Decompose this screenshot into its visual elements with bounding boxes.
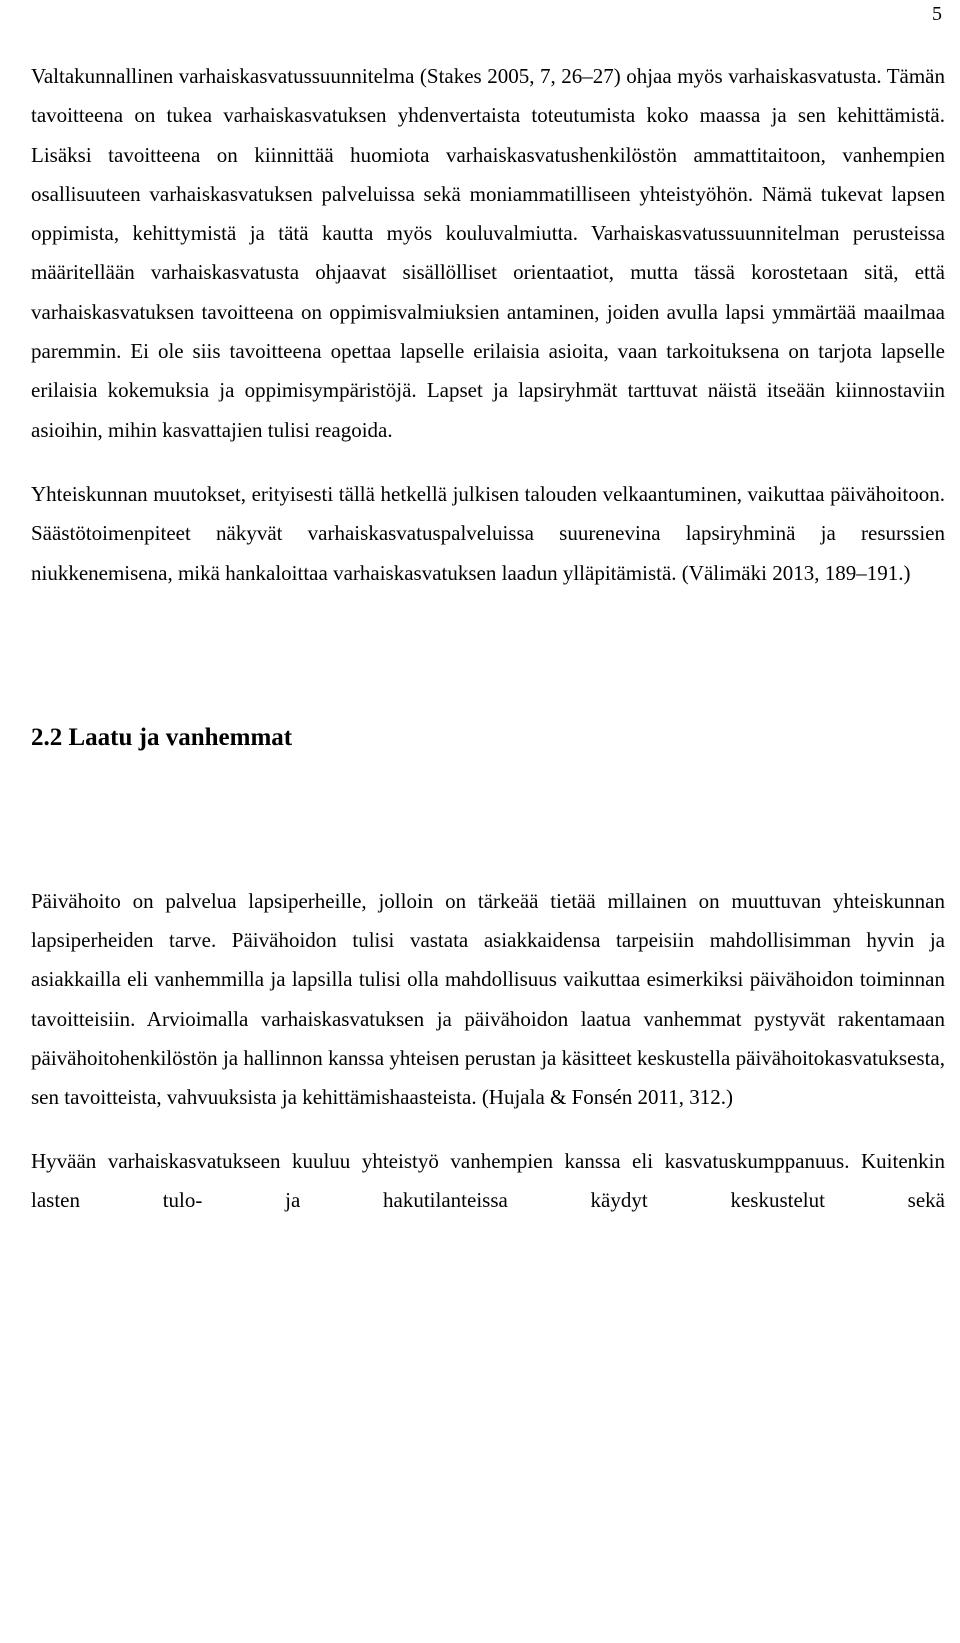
paragraph-partnership: Hyvään varhaiskasvatukseen kuuluu yhteistyö vanhempien kanssa eli kasvatuskumppanuus. Kuitenkin lasten tulo- ja hakutilanteissa käydyt keskustelut sekä xyxy=(31,1148,945,1212)
paragraph-spacer xyxy=(31,1118,945,1142)
document-body xyxy=(31,57,945,1220)
paragraph-daycare-quality: Päivähoito on palvelua lapsiperheille, jolloin on tärkeää tietää millainen on muuttuvan yhteiskunnan lapsiperheiden tarve. Päivähoidon tulisi vastata asiakkaidensa tarpeisiin mahdollisimman hyvin ja asiakkailla eli vanhemmilla ja lapsilla tulisi olla mahdollisuus vaikuttaa esimerkiksi päivähoidon toiminnan tavoitteisiin. Arvioimalla varhaiskasvatuksen ja päivähoidon laatua vanhemmat pystyvät rakentamaan päivähoitohenkilöstön ja hallinnon kanssa yhteisen perustan ja käsitteet keskustella päivähoitokasvatuksesta, sen tavoitteista, vahvuuksista ja kehittämishaasteista. (Hujala & Fonsén 2011, 312.) xyxy=(31,888,945,1110)
section-heading: 2.2 Laatu ja vanhemmat xyxy=(31,723,293,751)
paragraph-societal-changes: Yhteiskunnan muutokset, erityisesti tällä hetkellä julkisen talouden velkaantuminen, vaikuttaa päivähoitoon. Säästötoimenpiteet näkyvät varhaiskasvatuspalveluissa suurenevina lapsiryhminä ja resurssien niukkenemisena, mikä hankaloittaa varhaiskasvatuksen laadun ylläpitämistä. (Välimäki 2013, 189–191.) xyxy=(31,481,945,585)
page-number: 5 xyxy=(932,3,942,25)
section-spacer xyxy=(31,756,945,882)
section-spacer xyxy=(31,593,945,720)
paragraph-clip xyxy=(31,1142,945,1221)
paragraph-spacer xyxy=(31,450,945,475)
paragraph-curriculum: Valtakunnallinen varhaiskasvatussuunnitelma (Stakes 2005, 7, 26–27) ohjaa myös varhaiskasvatusta. Tämän tavoitteena on tukea varhaiskasvatuksen yhdenvertaista toteutumista koko maassa ja sen kehittämistä. Lisäksi tavoitteena on kiinnittää huomiota varhaiskasvatushenkilöstön ammattitaitoon, vanhempien osallisuuteen varhaiskasvatuksen palveluissa sekä moniammatilliseen yhteistyöhön. Nämä tukevat lapsen oppimista, kehittymistä ja tätä kautta myös kouluvalmiutta. Varhaiskasvatussuunnitelman perusteissa määritellään varhaiskasvatusta ohjaavat sisällölliset orientaatiot, mutta tässä korostetaan sitä, että varhaiskasvatuksen tavoitteena on oppimisvalmiuksien antaminen, joiden avulla lapsi ymmärtää maailmaa paremmin. Ei ole siis tavoitteena opettaa lapselle erilaisia asioita, vaan tarkoituksena on tarjota lapselle erilaisia kokemuksia ja oppimisympäristöjä. Lapset ja lapsiryhmät tarttuvat näistä itseään kiinnostaviin asioihin, mihin kasvattajien tulisi reagoida. xyxy=(31,64,945,442)
